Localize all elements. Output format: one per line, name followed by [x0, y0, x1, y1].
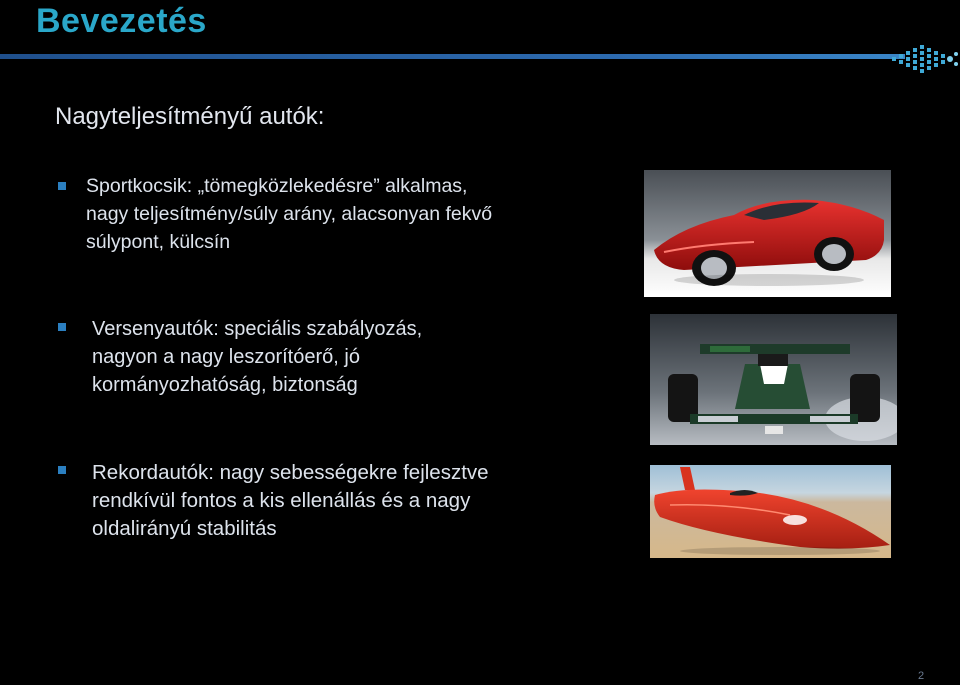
- bullet-1-line-3: súlypont, külcsín: [86, 231, 231, 253]
- bullet-3-line-2: rendkívül fontos a kis ellenállás és a nagy: [92, 489, 471, 512]
- page-number: 2: [918, 670, 925, 682]
- bullet-3-line-1: Rekordautók: nagy sebességekre fejlesztve: [92, 461, 489, 484]
- bullet-3-line-3: oldalirányú stabilitás: [92, 517, 277, 540]
- bullet-text-3: [92, 459, 489, 543]
- bullet-1-line-2: nagy teljesítmény/súly arány, alacsonyan fekvő: [86, 203, 493, 225]
- formula-race-car-image: [650, 314, 897, 445]
- bullet-text-1: [86, 172, 492, 256]
- title-underline-bar: [0, 54, 905, 59]
- bullet-marker-3: [58, 466, 66, 474]
- decorative-ornament-icon: [890, 38, 960, 80]
- land-speed-record-car-image: [650, 465, 891, 558]
- slide-subtitle: Nagyteljesítményű autók:: [55, 103, 325, 130]
- slide-title: Bevezetés: [36, 2, 207, 40]
- bullet-2-line-2: nagyon a nagy leszorítóerő, jó: [92, 346, 360, 368]
- bullet-2-line-3: kormányozhatóság, biztonság: [92, 374, 358, 396]
- bullet-2-line-1: Versenyautók: speciális szabályozás,: [92, 318, 423, 340]
- bullet-marker-1: [58, 182, 66, 190]
- bullet-marker-2: [58, 323, 66, 331]
- bullet-1-line-1: Sportkocsik: „tömegközlekedésre” alkalmas,: [86, 175, 468, 197]
- bullet-text-2: [92, 315, 422, 399]
- sports-car-image: [644, 170, 891, 297]
